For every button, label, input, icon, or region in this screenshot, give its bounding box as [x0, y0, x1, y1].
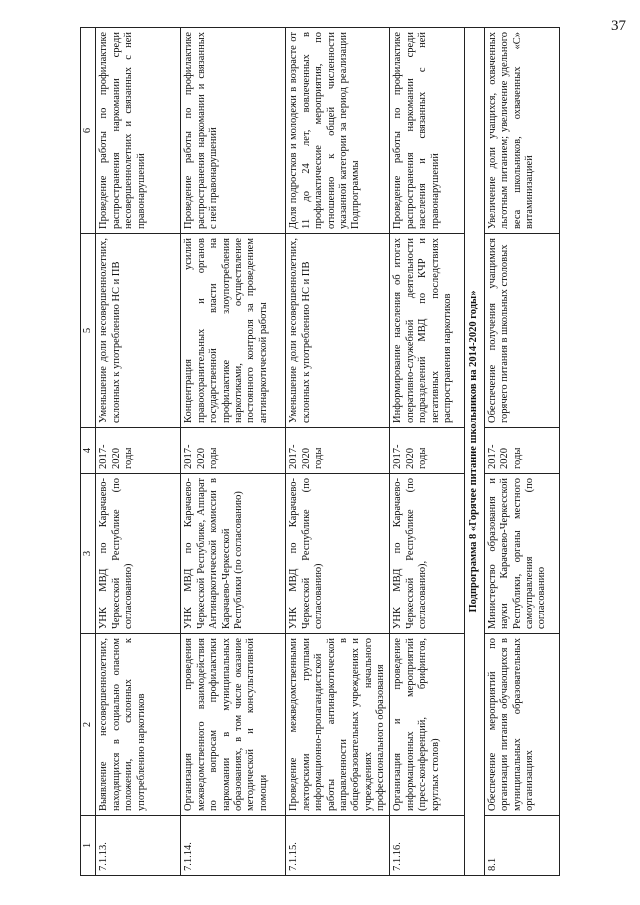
activity-cell: Выявление несовершеннолетних, находящихся в социально опасном положении, склонных к употреблению наркотиков	[96, 634, 181, 816]
link-cell: Доля подростков и молодежи в возрасте от 11 до 24 лет, вовлеченных в профилактические мероприятия, по отношению к общей численности указанной категории за период реализации Подпрограммы	[286, 28, 390, 234]
period-cell: 2017-2020 годы	[286, 428, 390, 474]
activity-cell: Обеспечение мероприятий по организации питания обучающихся в муниципальных образовательных организациях	[484, 634, 559, 816]
activity-cell: Организация проведения межведомственного взаимодействия по вопросам профилактики наркомании в муниципальных образованиях, в том числе оказание методической и консультативной помощи	[181, 634, 286, 816]
period-cell: 2017-2020 годы	[390, 428, 465, 474]
result-cell: Информирование населения об итогах оперативно-служебной деятельности подразделений МВД по КЧР и негативных последствиях распространения наркотиков	[390, 234, 465, 428]
header-row	[81, 28, 96, 876]
result-cell: Уменьшение доли несовершеннолетних, склонных к употреблению НС и ПВ	[96, 234, 181, 428]
result-cell: Концентрация усилий правоохранительных и органов государственной власти на профилактике злоупотребления наркотиками, осуществление постоянного контроля за проведением антинаркотической работы	[181, 234, 286, 428]
period-cell: 2017-2020 годы	[484, 428, 559, 474]
executor-cell: Министерство образования и науки Карачаево-Черкесской Республики, органы местного самоуправления (по согласованию	[484, 474, 559, 634]
row-number: 7.1.14.	[181, 816, 286, 876]
rotated-table-wrapper	[80, 28, 600, 876]
result-cell: Уменьшение доли несовершеннолетних, склонных к употреблению НС и ПВ	[286, 234, 390, 428]
header-cell-6: 6	[81, 28, 96, 234]
row-number: 7.1.16.	[390, 816, 465, 876]
table-row	[286, 28, 390, 876]
result-cell: Обеспечение получения учащимися горячего питания в школьных столовых	[484, 234, 559, 428]
table-row	[484, 28, 559, 876]
table-row	[181, 28, 286, 876]
row-number: 7.1.15.	[286, 816, 390, 876]
header-cell-1: 1	[81, 816, 96, 876]
header-cell-2: 2	[81, 634, 96, 816]
period-cell: 2017-2020 годы	[181, 428, 286, 474]
section-row	[465, 28, 484, 876]
link-cell: Увеличение доли учащихся, охваченных льготным питанием; увеличение удельного веса школьников, охваченных «С» витаминизацией	[484, 28, 559, 234]
activity-cell: Организация и проведение информационных мероприятий (пресс-конференций, брифингов, круглых столов)	[390, 634, 465, 816]
header-cell-4: 4	[81, 428, 96, 474]
period-cell: 2017-2020 годы	[96, 428, 181, 474]
table-row	[96, 28, 181, 876]
page-number: 37	[611, 18, 626, 34]
executor-cell: УНК МВД по Карачаево-Черкесской Республике, Аппарат Антинаркотической комиссии в Карачаево-Черкесской Республики (по согласованию)	[181, 474, 286, 634]
table-row	[390, 28, 465, 876]
link-cell: Проведение работы по профилактике распространения наркомании среди населения и связанных с ней правонарушений	[390, 28, 465, 234]
link-cell: Проведение работы по профилактике распространения наркомании среди несовершеннолетних и связанных с ней правонарушений	[96, 28, 181, 234]
row-number: 8.1	[484, 816, 559, 876]
header-cell-5: 5	[81, 234, 96, 428]
rotated-sheet	[80, 28, 600, 876]
executor-cell: УНК МВД по Карачаево-Черкесской Республике (по согласованию),	[390, 474, 465, 634]
header-cell-3: 3	[81, 474, 96, 634]
link-cell: Проведение работы по профилактике распространения наркомании и связанных с ней правонарушений	[181, 28, 286, 234]
executor-cell: УНК МВД по Карачаево-Черкесской Республике (по согласованию)	[96, 474, 181, 634]
executor-cell: УНК МВД по Карачаево-Черкесской Республике (по согласованию)	[286, 474, 390, 634]
row-number: 7.1.13.	[96, 816, 181, 876]
activity-cell: Проведение межведомственными лекторскими группами информационно-пропагандистской работы антинаркотической направленности в общеобразовательных учреждениях и учреждениях начального профессионального образования	[286, 634, 390, 816]
program-table	[80, 27, 560, 876]
section-title: Подпрограмма 8 «Горячее питание школьников на 2014-2020 годы»	[465, 28, 484, 876]
